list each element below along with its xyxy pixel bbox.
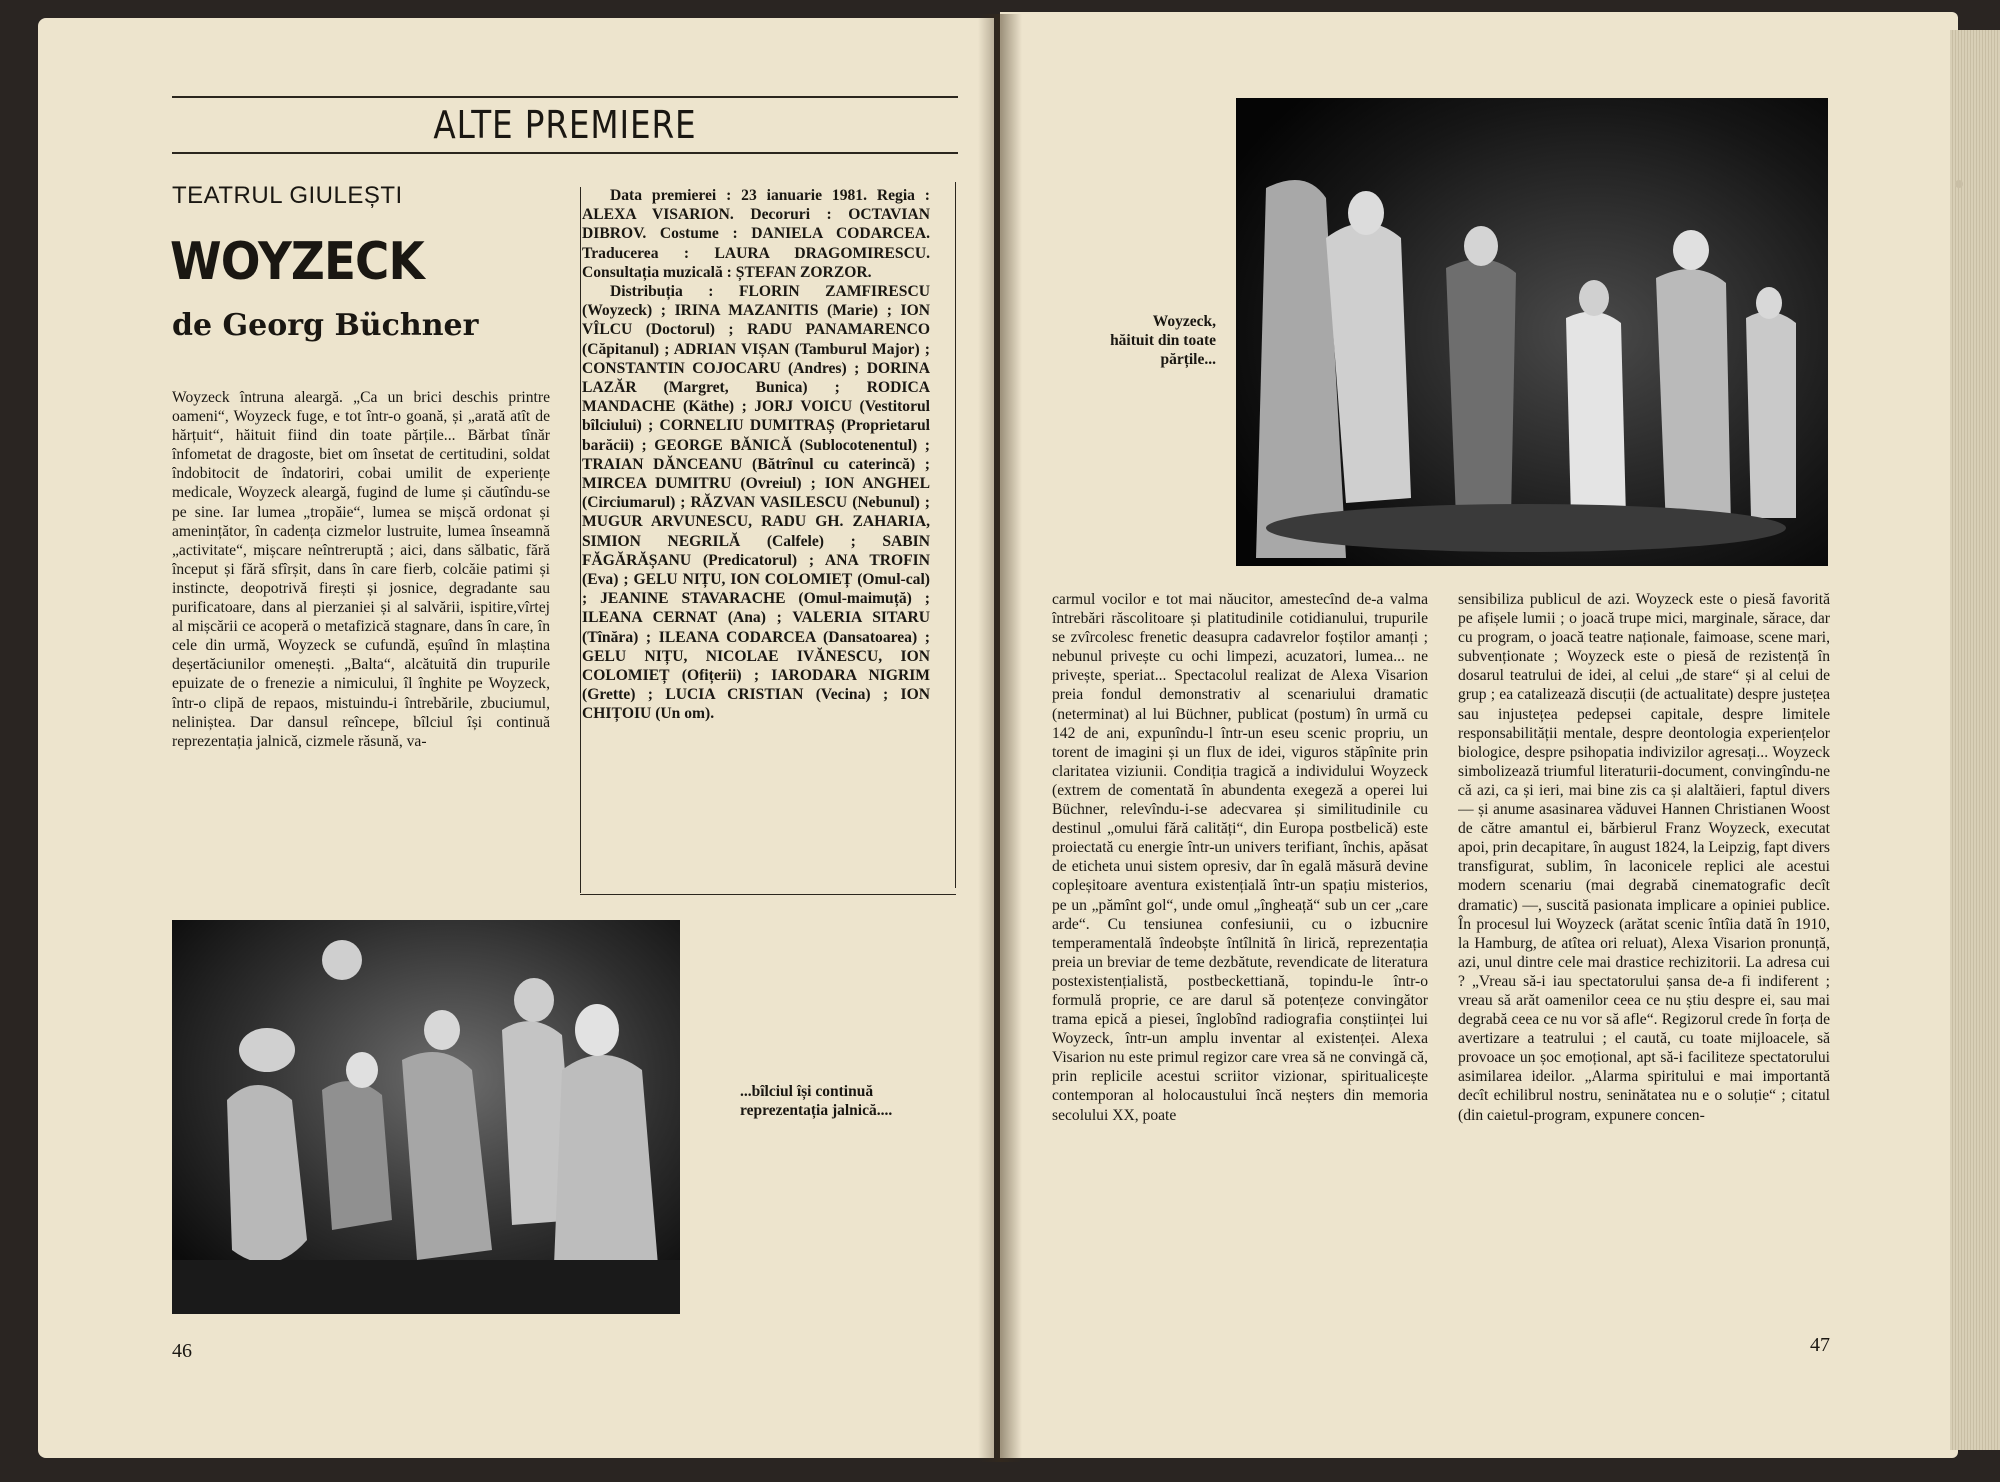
credits-text: Data premierei : 23 ianuarie 1981. Regia : ALEXA VISARION. Decoruri : OCTAVIAN DIBROV. Costume : DANIELA CODARCEA. Traducerea : LAURA DRAGOMIRESCU. Consultația muzicală : ȘTEFAN ZORZOR.: [582, 187, 930, 281]
right-body-column-1: carmul vocilor e tot mai năucitor, amestecînd de-a valma întrebări răscolitoare și platitudinile cotidianului, trupurile se zvîrcolesc frenetic deasupra cadavrelor foștilor amanți ; nebunul privește cu ochi limpezi, acuzatori, lumea... ne privește, speriat... Spectacolul realizat de Alexa Visarion preia fondul demonstrativ al scenariului dramatic (neterminat) al lui Büchner, publicat (postum) în urmă cu 142 de ani, expunîndu-l într-un eseu scenic propriu, un torent de imagini și un flux de idei, viguros stăpînite prin claritatea viziunii. Condiția tragică a individului Woyzeck (extrem de comentată în abundenta exegeză a operei lui Büchner, relevîndu-i-se adecvarea și similitudinile cu destinul „omului fără calități“, din Europa postbelică) este proiectată cu energie într-un univers terifiant, închis, apăsat de eticheta unui sistem opresiv, dar în egală măsură devine copleșitoare aventura existențială într-un spațiu misterios, pe un „pămînt gol“, unde omul „îngheață“ sub un cer „care arde“. Cu tensiunea confesiunii, cu o izbucnire temperamentală îndeobște întîlnită în lirică, reprezentația preia un breviar de teme dezbătute, revendicate de literatura postexistențialistă, postbeckettiană, topindu-le într-o formulă proprie, ce are darul să potențeze convingător trama epică a piesei, înglobînd radiografia conștiinței lui Woyzeck, într-un amplu inventar al existenței. Alexa Visarion nu este primul regizor care vrea să ne convingă că, prin replicile acestui scriitor vizionar, spiritualicește contemporan al holocaustului încă neșters din memoria secolului XX, poate: [1052, 591, 1428, 1124]
section-title: ALTE PREMIERE: [433, 103, 697, 147]
play-title: WOYZECK: [170, 232, 424, 292]
caption-left: ...bîlciul își continuă reprezentația jalnică....: [740, 1083, 893, 1119]
page-edges: [1950, 30, 2000, 1450]
photo-woyzeck-hunted: [1236, 98, 1828, 566]
header-rule-bottom: [172, 152, 958, 154]
page-number-right: 47: [1810, 1334, 1830, 1356]
right-body-column-2: sensibiliza publicul de azi. Woyzeck este o piesă favorită pe afișele lumii ; o joacă trupe mici, marginale, sărace, dar cu program, o joacă teatre naționale, faimoase, scene mari, subvenționate ; Woyzeck este o piesă de rezistență în dosarul teatrului de idei, al celui „de stare“ și al celui de grup ; ea catalizează discuții (de actualitate) despre justețea sau injustețea pedepsei capitale, despre limitele responsabilității mentale, despre deontologia experiențelor biologice, despre psihopatia indivizilor agresați... Woyzeck simbolizează triumful literaturii-document, convingîndu-ne că azi, ca și ieri, mai bine zis ca și alaltăieri, faptul divers — și anume asasinarea văduvei Hannen Christianen Woost de către amantul ei, bărbierul Franz Woyzeck, executat apoi, prin decapitare, în august 1824, la Leipzig, fapt divers transfigurat, sublim, în laconicele replici ale acestui modern scenariu (mai degrabă cinematografic decît dramatic) —, suscită pasionata implicare a opiniei publice. În procesul lui Woyzeck (arătat scenic întîia dată în 1910, la Hamburg, de atîtea ori reluat), Alexa Visarion pronunță, azi, unul dintre cele mai drastice rechizitorii. La adresa cui ? „Vreau să-i iau spectatorului șansa de-a fi indiferent ; vreau să arăt oamenilor ceea ce nu știu despre ei, sau mai degrabă ceea ce nu vor să afle“. Regizorul crede în forța de avertizare a teatrului ; el caută, cu toate mijloacele, să provoace un șoc emoțional, apt să-i faciliteze spectatorului asimilarea ideilor. „Alarma spiritului e mai importantă decît echilibrul nostru, seninătatea nu e o soluție“ ; citatul (din caietul-program, expunere concen-: [1458, 591, 1830, 1124]
page-number-left: 46: [172, 1340, 192, 1362]
play-author: de Georg Büchner: [172, 308, 479, 343]
caption-right: Woyzeck, hăituit din toate părțile...: [1110, 313, 1216, 368]
book-gutter: [978, 14, 1022, 1462]
credits-box-right-border: [955, 182, 956, 888]
photo-dance-scene: [172, 920, 680, 1314]
distribution-text: Distribuția : FLORIN ZAMFIRESCU (Woyzeck) ; IRINA MAZANITIS (Marie) ; ION VÎLCU (Doctorul) ; RADU PANAMARENCO (Căpitanul) ; ADRIAN VIȘAN (Tamburul Major) ; CONSTANTIN COJOCARU (Andres) ; DORINA LAZĂR (Margret, Bunica) ; RODICA MANDACHE (Käthe) ; JORJ VOICU (Vestitorul bîlciului) ; CORNELIU DUMITRAȘ (Proprietarul barăcii) ; GEORGE BĂNICĂ (Sublocotenentul) ; TRAIAN DĂNCEANU (Bătrînul cu caterincă) ; MIRCEA DUMITRU (Ovreiul) ; ION ANGHEL (Circiumarul) ; RĂZVAN VASILESCU (Nebunul) ; MUGUR ARVUNESCU, RADU GH. ZAHARIA, SIMION NEGRILĂ (Calfele) ; SABIN FĂGĂRĂȘANU (Predicatorul) ; ANA TROFIN (Eva) ; GELU NIȚU, ION COLOMIEȚ (Omul-cal) ; JEANINE STAVARACHE (Omul-maimuță) ; ILEANA CERNAT (Ana) ; VALERIA SITARU (Tînăra) ; ILEANA CODARCEA (Dansatoarea) ; GELU NIȚU, NICOLAE IVĂNESCU, ION COLOMIEȚ (Ofițerii) ; IARODARA NIGRIM (Grette) ; LUCIA CRISTIAN (Vecina) ; ION CHIȚOIU (Un om).: [582, 283, 930, 723]
credits-box-left-border: [580, 187, 581, 893]
credits-box-bottom: [580, 894, 956, 895]
left-body-text: Woyzeck întruna aleargă. „Ca un brici deschis printre oameni“, Woyzeck fuge, e tot într-o goană, și „arată atît de hărțuit“, hăituit fiind din toate părțile... Bărbat tînăr înfometat de dragoste, biet om însetat de certitudini, soldat îndobitocit de îndatoriri, cobai umilit de experiențe medicale, Woyzeck aleargă, fugind de lume și căutîndu-se pe sine. Iar lumea „tropăie“, lumea se mișcă ordonat și amenințător, în cadența cizmelor lustruite, lumea înseamnă „activitate“, mișcare neîntreruptă ; aici, dans sălbatic, fără început și fără sfîrșit, dans în care fierb, colcăie patimi și instincte, deopotrivă firești și josnice, degradante sau purificatoare, dans al pierzaniei și al salvării, ispitire,vîrtej al mișcării ce acoperă o metafizică stagnare, dans în care, în cele din urmă, Woyzeck se cufundă, eșuînd în mlaștina deșertăciunilor omenești. „Balta“, alcătuită din trupurile epuizate de o frenezie a nimicului, îl înghite pe Woyzeck, într-o clipă de repaos, mistuindu-i întrebările, zbuciumul, neliniștea. Dar dansul reîncepe, bîlciul își continuă reprezentația jalnică, cizmele răsună, va-: [172, 389, 550, 750]
pin-mark: [1955, 180, 1963, 188]
credits-box: [582, 186, 930, 724]
theatre-name: TEATRUL GIULEȘTI: [172, 182, 403, 209]
